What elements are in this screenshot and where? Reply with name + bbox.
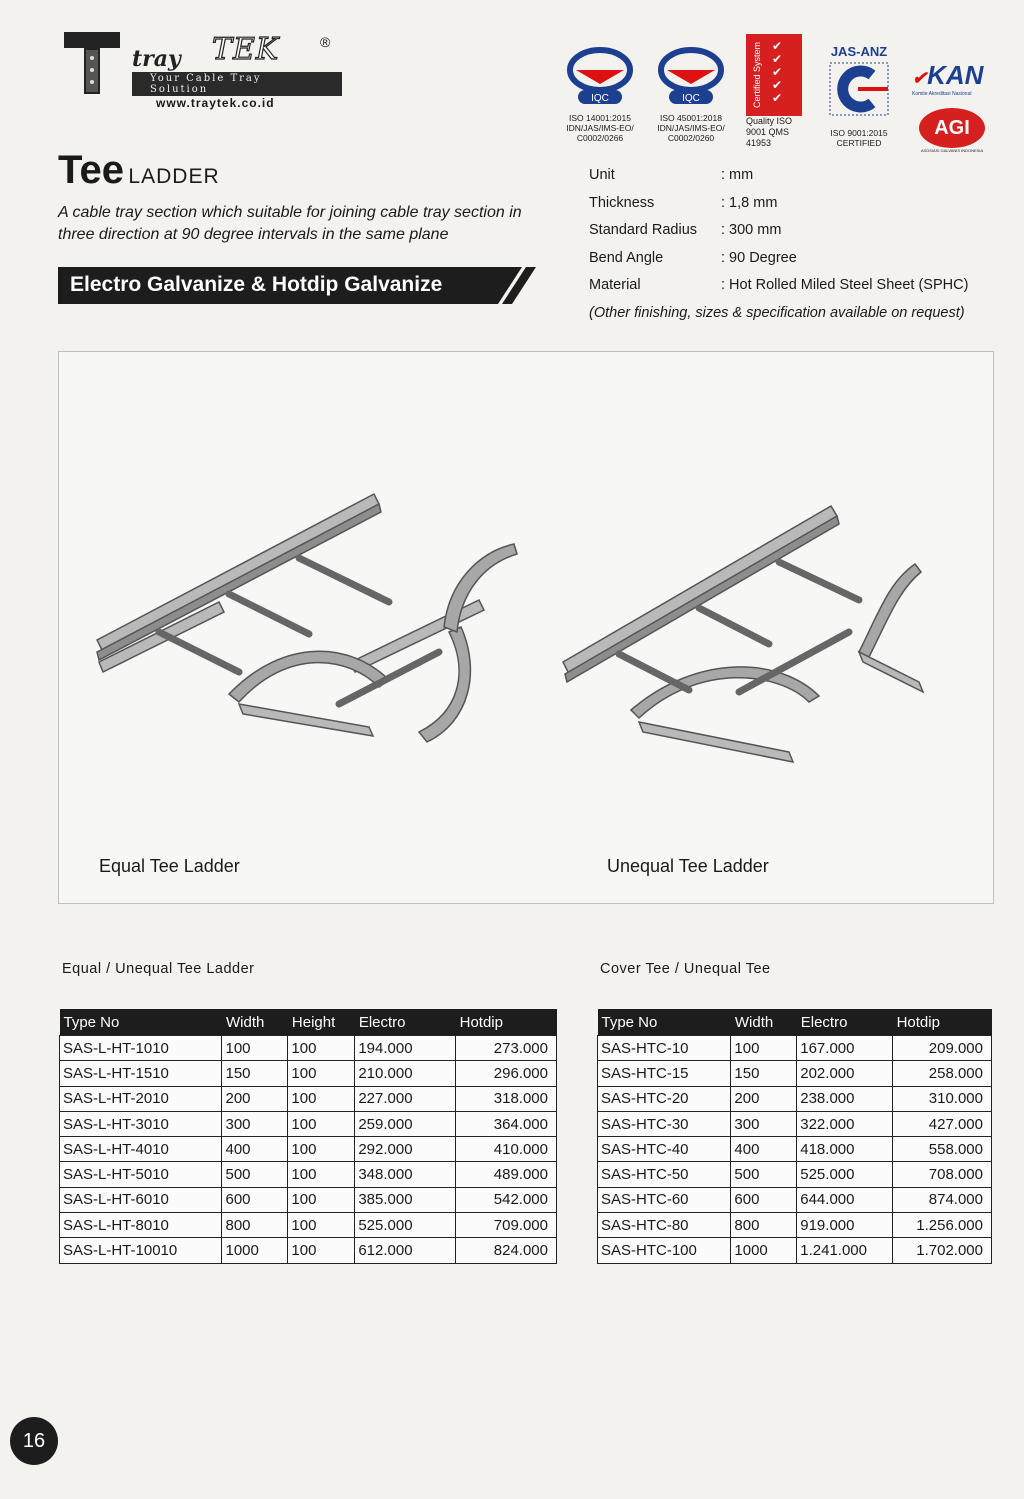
- spec-value: : Hot Rolled Miled Steel Sheet (SPHC): [721, 277, 969, 293]
- traytek-t-icon: [62, 28, 122, 98]
- table-cell: 418.000: [797, 1137, 893, 1162]
- cert-agi: [914, 108, 990, 153]
- table-cell: 500: [731, 1162, 797, 1187]
- brand-script: tray: [132, 46, 181, 72]
- table-cell: 600: [222, 1187, 288, 1212]
- cert-badge-text: Certified System: [752, 41, 762, 108]
- table-cell: 209.000: [893, 1036, 992, 1061]
- table-header-row: [598, 1009, 992, 1036]
- title-sub: LADDER: [128, 165, 220, 188]
- table-cell: 612.000: [355, 1238, 456, 1263]
- table-cell: 227.000: [355, 1086, 456, 1111]
- table-cell: 100: [288, 1238, 355, 1263]
- table-cell: 296.000: [456, 1061, 557, 1086]
- spec-label: Unit: [589, 167, 615, 183]
- spec-row: [589, 167, 965, 195]
- table-cell: 644.000: [797, 1187, 893, 1212]
- table-row: [60, 1238, 557, 1263]
- table-header-row: [60, 1009, 557, 1036]
- table-cell: SAS-L-HT-8010: [60, 1213, 222, 1238]
- table-cell: 500: [222, 1162, 288, 1187]
- table-cell: 100: [288, 1036, 355, 1061]
- table-cell: SAS-L-HT-4010: [60, 1137, 222, 1162]
- spec-value: : mm: [721, 167, 754, 183]
- table-cell: SAS-L-HT-6010: [60, 1187, 222, 1212]
- table-row: [60, 1086, 557, 1111]
- table-cell: 100: [288, 1162, 355, 1187]
- table-cell: 258.000: [893, 1061, 992, 1086]
- table-cell: 525.000: [355, 1213, 456, 1238]
- table-cell: 322.000: [797, 1111, 893, 1136]
- table-cell: 874.000: [893, 1187, 992, 1212]
- cert-badge-text: KAN: [927, 60, 984, 90]
- cert-sub: Komite Akreditasi Nasional: [912, 91, 972, 97]
- table-cell: 800: [222, 1213, 288, 1238]
- table-cell: SAS-HTC-30: [598, 1111, 731, 1136]
- table-cell: SAS-L-HT-5010: [60, 1162, 222, 1187]
- table-cell: 919.000: [797, 1213, 893, 1238]
- spec-label: Standard Radius: [589, 222, 698, 238]
- finish-banner: [58, 267, 538, 304]
- table-right-caption: Cover Tee / Unequal Tee: [600, 961, 771, 977]
- table-row: [60, 1137, 557, 1162]
- table-cell: 1000: [731, 1238, 797, 1263]
- table-cell: 194.000: [355, 1036, 456, 1061]
- table-cell: 310.000: [893, 1086, 992, 1111]
- table-row: [598, 1036, 992, 1061]
- equal-unequal-tee-ladder-table: [59, 1009, 557, 1264]
- table-cell: 400: [731, 1137, 797, 1162]
- spec-row: [589, 277, 969, 305]
- spec-row: [589, 222, 965, 250]
- spec-label: Bend Angle: [589, 249, 664, 266]
- spec-label: Thickness: [589, 194, 655, 211]
- cert-kan: [912, 62, 992, 97]
- page-title: [58, 148, 220, 193]
- table-cell: SAS-HTC-60: [598, 1187, 731, 1212]
- col-header: Electro: [797, 1009, 893, 1036]
- spec-value: : 1,8 mm: [721, 194, 778, 211]
- table-cell: 200: [222, 1086, 288, 1111]
- table-row: [598, 1111, 992, 1136]
- brand-tagline: Your Cable Tray Solution: [132, 72, 342, 96]
- table-cell: 708.000: [893, 1162, 992, 1187]
- spec-value: : 300 mm: [721, 222, 782, 238]
- cert-badge-text: JAS-ANZ: [830, 44, 888, 59]
- table-cell: SAS-L-HT-1010: [60, 1036, 222, 1061]
- col-header: Hotdip: [456, 1009, 557, 1036]
- table-cell: 100: [288, 1213, 355, 1238]
- unequal-tee-caption: Unequal Tee Ladder: [607, 856, 769, 876]
- table-cell: SAS-HTC-10: [598, 1036, 731, 1061]
- cert-caption: ISO 14001:2015 IDN/JAS/IMS-EO/ C0002/0266: [566, 113, 634, 143]
- banner-slash-icon: [486, 267, 538, 304]
- table-cell: 200: [731, 1086, 797, 1111]
- table-cell: SAS-L-HT-3010: [60, 1111, 222, 1136]
- jas-anz-c-icon: [822, 59, 896, 119]
- cert-caption: ISO 45001:2018 IDN/JAS/IMS-EO/ C0002/0260: [657, 113, 725, 143]
- table-row: [598, 1238, 992, 1263]
- table-cell: SAS-HTC-100: [598, 1238, 731, 1263]
- table-cell: SAS-HTC-20: [598, 1086, 731, 1111]
- table-cell: SAS-L-HT-1510: [60, 1061, 222, 1086]
- table-row: [60, 1213, 557, 1238]
- check-icon: ✔ ✔ ✔ ✔ ✔: [772, 39, 783, 105]
- spec-value: : 90 Degree: [721, 249, 797, 266]
- table-cell: 100: [288, 1086, 355, 1111]
- table-cell: 525.000: [797, 1162, 893, 1187]
- spec-row: [589, 195, 965, 223]
- table-cell: SAS-HTC-80: [598, 1213, 731, 1238]
- table-cell: 427.000: [893, 1111, 992, 1136]
- table-row: [598, 1162, 992, 1187]
- spec-label: Material: [589, 277, 641, 293]
- table-row: [60, 1162, 557, 1187]
- table-cell: 1000: [222, 1238, 288, 1263]
- table-row: [60, 1061, 557, 1086]
- table-cell: 800: [731, 1213, 797, 1238]
- table-cell: 385.000: [355, 1187, 456, 1212]
- table-cell: 300: [222, 1111, 288, 1136]
- table-cell: 100: [222, 1036, 288, 1061]
- product-description: A cable tray section which suitable for joining cable tray section in three direction at 90 degree intervals in the same plane: [58, 204, 522, 243]
- certified-system-badge: [746, 34, 802, 116]
- table-cell: SAS-HTC-50: [598, 1162, 731, 1187]
- table-cell: SAS-L-HT-10010: [60, 1238, 222, 1263]
- website-link[interactable]: www.traytek.co.id: [156, 96, 275, 110]
- col-header: Hotdip: [893, 1009, 992, 1036]
- col-header: Type No: [60, 1009, 222, 1036]
- table-cell: 410.000: [456, 1137, 557, 1162]
- table-cell: 318.000: [456, 1086, 557, 1111]
- table-row: [598, 1061, 992, 1086]
- table-cell: 100: [288, 1061, 355, 1086]
- table-row: [598, 1137, 992, 1162]
- table-cell: 558.000: [893, 1137, 992, 1162]
- table-cell: SAS-HTC-40: [598, 1137, 731, 1162]
- table-cell: 150: [222, 1061, 288, 1086]
- table-cell: 210.000: [355, 1061, 456, 1086]
- spec-row: [589, 250, 965, 278]
- iqc-globe-icon: [562, 40, 638, 108]
- table-cell: 150: [731, 1061, 797, 1086]
- cert-badge-text: IQC: [682, 93, 700, 104]
- table-cell: 238.000: [797, 1086, 893, 1111]
- finish-banner-text: Electro Galvanize & Hotdip Galvanize: [70, 273, 443, 296]
- table-cell: 100: [288, 1187, 355, 1212]
- equal-tee-caption: Equal Tee Ladder: [99, 856, 240, 876]
- spec-list: [589, 167, 969, 321]
- equal-tee-ladder-image: [89, 472, 529, 752]
- table-cell: 400: [222, 1137, 288, 1162]
- col-header: Width: [731, 1009, 797, 1036]
- title-main: Tee: [58, 148, 124, 192]
- kan-check-icon: ✔: [912, 68, 928, 88]
- table-row: [598, 1086, 992, 1111]
- table-cell: 259.000: [355, 1111, 456, 1136]
- registered-mark: ®: [320, 34, 331, 50]
- table-row: [60, 1036, 557, 1061]
- table-row: [60, 1187, 557, 1212]
- brand-name: TEK: [212, 32, 280, 67]
- table-left-caption: Equal / Unequal Tee Ladder: [62, 961, 255, 977]
- cert-badge-text: AGI: [919, 108, 985, 148]
- table-cell: 1.256.000: [893, 1213, 992, 1238]
- table-cell: 600: [731, 1187, 797, 1212]
- table-cell: 364.000: [456, 1111, 557, 1136]
- cert-jas-anz: [822, 44, 896, 148]
- col-header: Type No: [598, 1009, 731, 1036]
- table-cell: 709.000: [456, 1213, 557, 1238]
- cert-badge-text: IQC: [591, 93, 609, 104]
- cert-sub: ASOSIASI GALVANIS INDONESIA: [920, 148, 984, 153]
- table-cell: SAS-L-HT-2010: [60, 1086, 222, 1111]
- table-cell: 167.000: [797, 1036, 893, 1061]
- cert-iso9001-qms: [746, 34, 806, 149]
- col-header: Height: [288, 1009, 355, 1036]
- iqc-globe-icon: [653, 40, 729, 108]
- table-cell: 489.000: [456, 1162, 557, 1187]
- table-cell: 1.702.000: [893, 1238, 992, 1263]
- cert-caption: Quality ISO 9001 QMS 41953: [746, 116, 793, 148]
- page-number: 16: [10, 1417, 58, 1465]
- table-cell: 202.000: [797, 1061, 893, 1086]
- table-cell: 292.000: [355, 1137, 456, 1162]
- unequal-tee-ladder-image: [559, 492, 959, 772]
- table-row: [598, 1213, 992, 1238]
- table-cell: 100: [731, 1036, 797, 1061]
- table-cell: 100: [288, 1111, 355, 1136]
- table-row: [598, 1187, 992, 1212]
- cert-iso45001: [653, 40, 729, 143]
- table-cell: 348.000: [355, 1162, 456, 1187]
- cert-iso14001: [562, 40, 638, 143]
- table-cell: 100: [288, 1137, 355, 1162]
- table-cell: 824.000: [456, 1238, 557, 1263]
- table-cell: 273.000: [456, 1036, 557, 1061]
- table-row: [60, 1111, 557, 1136]
- table-cell: SAS-HTC-15: [598, 1061, 731, 1086]
- cover-tee-table: [597, 1009, 992, 1264]
- col-header: Width: [222, 1009, 288, 1036]
- cert-caption: ISO 9001:2015 CERTIFIED: [830, 128, 888, 148]
- product-image-panel: [58, 351, 994, 904]
- table-cell: 542.000: [456, 1187, 557, 1212]
- table-cell: 1.241.000: [797, 1238, 893, 1263]
- spec-note: (Other finishing, sizes & specification available on request): [589, 304, 965, 321]
- col-header: Electro: [355, 1009, 456, 1036]
- table-cell: 300: [731, 1111, 797, 1136]
